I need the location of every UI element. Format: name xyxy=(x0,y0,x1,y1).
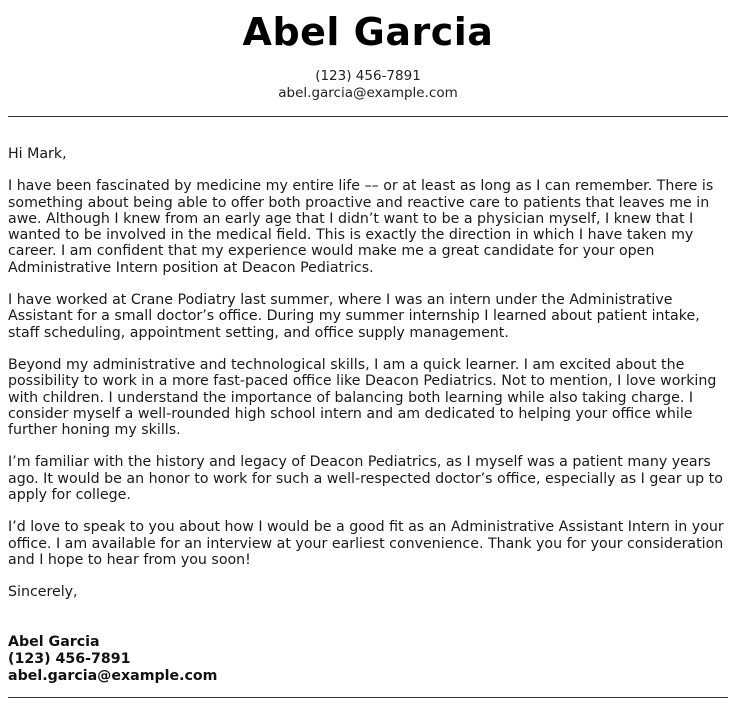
closing: Sincerely, xyxy=(8,584,78,601)
header-phone: (123) 456-7891 xyxy=(315,68,421,84)
signature-email: abel.garcia@example.com xyxy=(8,668,218,684)
greeting: Hi Mark, xyxy=(8,146,67,162)
header-email: abel.garcia@example.com xyxy=(278,85,458,101)
top-divider xyxy=(8,116,728,117)
header-name: Abel Garcia xyxy=(242,10,494,54)
signature-name: Abel Garcia xyxy=(8,634,100,650)
bottom-divider xyxy=(8,697,728,698)
header-contact xyxy=(0,68,736,102)
paragraph-3: Beyond my administrative and technological skills, I am a quick learner. I am excited about the possibility to work in a more fast-paced office like Deacon Pediatrics. Not to mention, I love working with children. I understand the importance of balancing both learning while also taking charge. I consider myself a well-rounded high school intern and am dedicated to helping your office while further honing my skills. xyxy=(8,356,717,439)
signature-block xyxy=(8,634,217,685)
paragraph-1: I have been fascinated by medicine my entire life –– or at least as long as I can remember. There is something about being able to offer both proactive and reactive care to patients that leaves me in awe. Although I knew from an early age that I didn’t want to be a physician myself, I knew that I wanted to be involved in the medical field. This is exactly the direction in which I have taken my career. I am confident that my experience would make me a great candidate for your open Administrative Intern position at Deacon Pediatrics. xyxy=(8,178,714,276)
letter-body xyxy=(8,146,728,601)
signature-phone: (123) 456-7891 xyxy=(8,651,131,667)
paragraph-5: I’d love to speak to you about how I would be a good fit as an Administrative Assistant Intern in your office. I am available for an interview at your earliest convenience. Thank you for your consideration and I hope to hear from you soon! xyxy=(8,519,724,568)
paragraph-4: I’m familiar with the history and legacy of Deacon Pediatrics, as I myself was a patient many years ago. It would be an honor to work for such a well-respected doctor’s office, especially as I gear up to apply for college. xyxy=(8,454,723,504)
paragraph-2: I have worked at Crane Podiatry last summer, where I was an intern under the Administrative Assistant for a small doctor’s office. During my summer internship I learned about patient intake, staff scheduling, appointment setting, and office supply management. xyxy=(8,292,700,341)
